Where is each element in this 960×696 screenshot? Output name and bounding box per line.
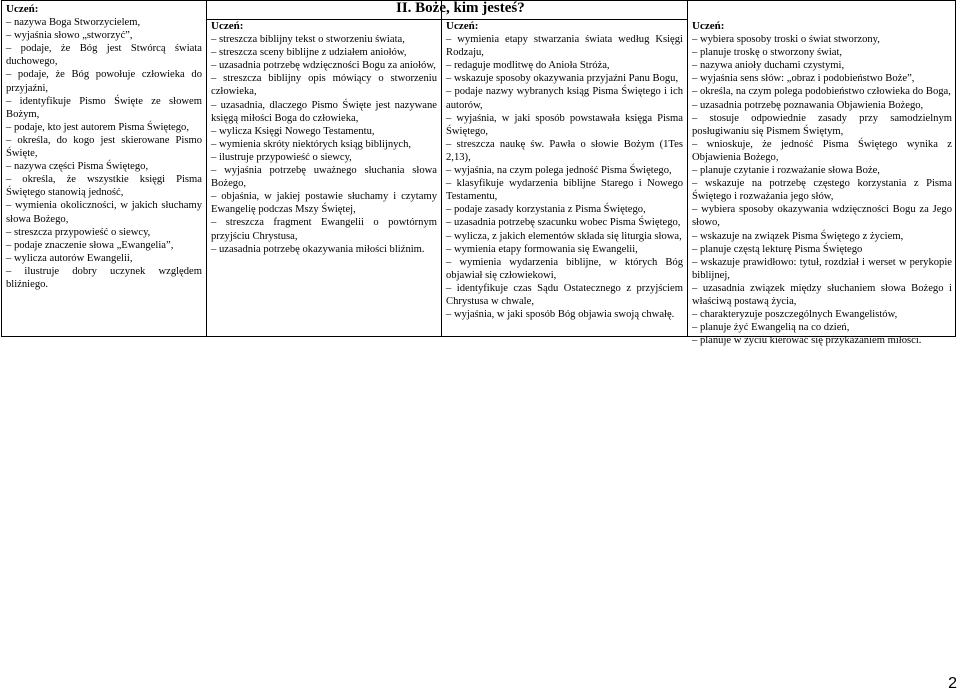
list-item: – wymienia etapy formowania się Ewangelii, bbox=[446, 243, 638, 255]
column-label: Uczeń: bbox=[211, 20, 244, 32]
column-label: Uczeń: bbox=[692, 20, 725, 32]
list-item: – uzasadnia związek między słuchaniem słowa Bożego i właściwą postawą życia, bbox=[692, 282, 952, 307]
list-item: – określa, na czym polega podobieństwo człowieka do Boga, bbox=[692, 86, 951, 98]
list-item: – streszcza fragment Ewangelii o powtórnym przyjściu Chrystusa, bbox=[211, 217, 437, 242]
column-1 bbox=[2, 1, 206, 336]
list-item: – streszcza sceny biblijne z udziałem aniołów, bbox=[211, 47, 407, 59]
list-item: – klasyfikuje wydarzenia biblijne Starego i Nowego Testamentu, bbox=[446, 178, 683, 203]
requirement-list bbox=[211, 33, 437, 256]
column-label: Uczeń: bbox=[446, 20, 479, 32]
list-item: – uzasadnia, dlaczego Pismo Święte jest nazywane księgą miłości Boga do człowieka, bbox=[211, 99, 437, 124]
list-item: – uzasadnia potrzebę szacunku wobec Pisma Świętego, bbox=[446, 217, 681, 229]
list-item: – objaśnia, w jakiej postawie słuchamy i czytamy Ewangelię podczas Mszy Świętej, bbox=[211, 191, 437, 216]
list-item: – ilustruje dobry uczynek względem bliźniego. bbox=[6, 265, 202, 290]
list-item: – planuje częstą lekturę Pisma Świętego bbox=[692, 243, 863, 255]
list-item: – wyjaśnia potrzebę uważnego słuchania słowa Bożego, bbox=[211, 165, 437, 190]
list-item: – wylicza, z jakich elementów składa się liturgia słowa, bbox=[446, 230, 682, 242]
column-3 bbox=[441, 1, 687, 336]
list-item: – redaguje modlitwę do Anioła Stróża, bbox=[446, 60, 610, 72]
list-item: – podaje, kto jest autorem Pisma Świętego, bbox=[6, 121, 190, 133]
requirement-list bbox=[6, 16, 202, 291]
list-item: – podaje zasady korzystania z Pisma Świętego, bbox=[446, 204, 646, 216]
list-item: – wyjaśnia sens słów: „obraz i podobieństwo Boże”, bbox=[692, 73, 915, 85]
list-item: – wybiera sposoby troski o świat stworzony, bbox=[692, 34, 880, 46]
list-item: – streszcza naukę św. Pawła o słowie Bożym (1Tes 2,13), bbox=[446, 138, 683, 163]
column-4 bbox=[687, 1, 956, 347]
list-item: – wskazuje na potrzebę częstego korzystania z Pisma Świętego i rozważania jego słów, bbox=[692, 178, 952, 203]
column-label: Uczeń: bbox=[6, 3, 39, 15]
list-item: – wyjaśnia, w jaki sposób Bóg objawia swoją chwałę. bbox=[446, 309, 675, 321]
list-item: – wylicza autorów Ewangelii, bbox=[6, 252, 133, 264]
page-number: 2 bbox=[948, 675, 957, 692]
list-item: – wyjaśnia, na czym polega jedność Pisma Świętego, bbox=[446, 165, 672, 177]
list-item: – nazywa części Pisma Świętego, bbox=[6, 161, 149, 173]
list-item: – wskazuje prawidłowo: tytuł, rozdział i werset w perykopie biblijnej, bbox=[692, 256, 952, 281]
list-item: – planuje troskę o stworzony świat, bbox=[692, 47, 843, 59]
section-title: II. Boże, kim jesteś? bbox=[396, 0, 525, 16]
list-item: – planuje czytanie i rozważanie słowa Boże, bbox=[692, 165, 880, 177]
list-item: – wybiera sposoby okazywania wdzięczności Bogu za Jego słowo, bbox=[692, 204, 952, 229]
list-item: – wymienia wydarzenia biblijne, w których Bóg objawiał się człowiekowi, bbox=[446, 256, 683, 281]
list-item: – podaje nazwy wybranych ksiąg Pisma Świętego i ich autorów, bbox=[446, 86, 683, 111]
list-item: – wymienia skróty niektórych ksiąg biblijnych, bbox=[211, 138, 412, 150]
list-item: – identyfikuje Pismo Święte ze słowem Bożym, bbox=[6, 95, 202, 120]
list-item: – podaje, że Bóg jest Stwórcą świata duchowego, bbox=[6, 43, 202, 68]
list-item: – stosuje odpowiednie zasady przy samodzielnym posługiwaniu się Pismem Świętym, bbox=[692, 112, 952, 137]
list-item: – uzasadnia potrzebę poznawania Objawienia Bożego, bbox=[692, 99, 924, 111]
list-item: – określa, do kogo jest skierowane Pismo Święte, bbox=[6, 134, 202, 160]
list-item: – nazywa anioły duchami czystymi, bbox=[692, 60, 845, 72]
list-item: – podaje znaczenie słowa „Ewangelia”, bbox=[6, 239, 174, 251]
requirement-list bbox=[692, 33, 952, 347]
list-item: – streszcza biblijny opis mówiący o stworzeniu człowieka, bbox=[211, 73, 437, 98]
list-item: – streszcza przypowieść o siewcy, bbox=[6, 226, 151, 238]
list-item: – streszcza biblijny tekst o stworzeniu świata, bbox=[211, 34, 405, 46]
list-item: – uzasadnia potrzebę wdzięczności Bogu za aniołów, bbox=[211, 60, 436, 72]
list-item: – wnioskuje, że jedność Pisma Świętego wynika z Objawienia Bożego, bbox=[692, 138, 952, 163]
list-item: – wskazuje na związek Pisma Świętego z życiem, bbox=[692, 230, 904, 242]
list-item: – wskazuje sposoby okazywania przyjaźni Panu Bogu, bbox=[446, 73, 679, 85]
list-item: – wyjaśnia, w jaki sposób powstawała księga Pisma Świętego, bbox=[446, 112, 683, 137]
list-item: – uzasadnia potrzebę okazywania miłości bliźnim. bbox=[211, 243, 425, 255]
list-item: – planuje żyć Ewangelią na co dzień, bbox=[692, 322, 850, 334]
list-item: – podaje, że Bóg powołuje człowieka do przyjaźni, bbox=[6, 69, 202, 94]
requirement-list bbox=[446, 33, 683, 321]
list-item: – planuje w życiu kierować się przykazaniem miłości. bbox=[692, 335, 922, 347]
list-item: – określa, że wszystkie księgi Pisma Świętego stanowią jedność, bbox=[6, 174, 202, 199]
list-item: – ilustruje przypowieść o siewcy, bbox=[211, 151, 352, 163]
list-item: – wymienia okoliczności, w jakich słuchamy słowa Bożego, bbox=[6, 200, 202, 225]
column-2 bbox=[206, 1, 441, 336]
list-item: – nazywa Boga Stworzycielem, bbox=[6, 17, 141, 29]
list-item: – wymienia etapy stwarzania świata według Księgi Rodzaju, bbox=[446, 34, 683, 59]
list-item: – wylicza Księgi Nowego Testamentu, bbox=[211, 125, 375, 137]
list-item: – identyfikuje czas Sądu Ostatecznego z przyjściem Chrystusa w chwale, bbox=[446, 282, 683, 307]
list-item: – wyjaśnia słowo „stworzyć”, bbox=[6, 30, 133, 42]
curriculum-table bbox=[1, 0, 956, 347]
list-item: – charakteryzuje poszczególnych Ewangelistów, bbox=[692, 309, 898, 321]
